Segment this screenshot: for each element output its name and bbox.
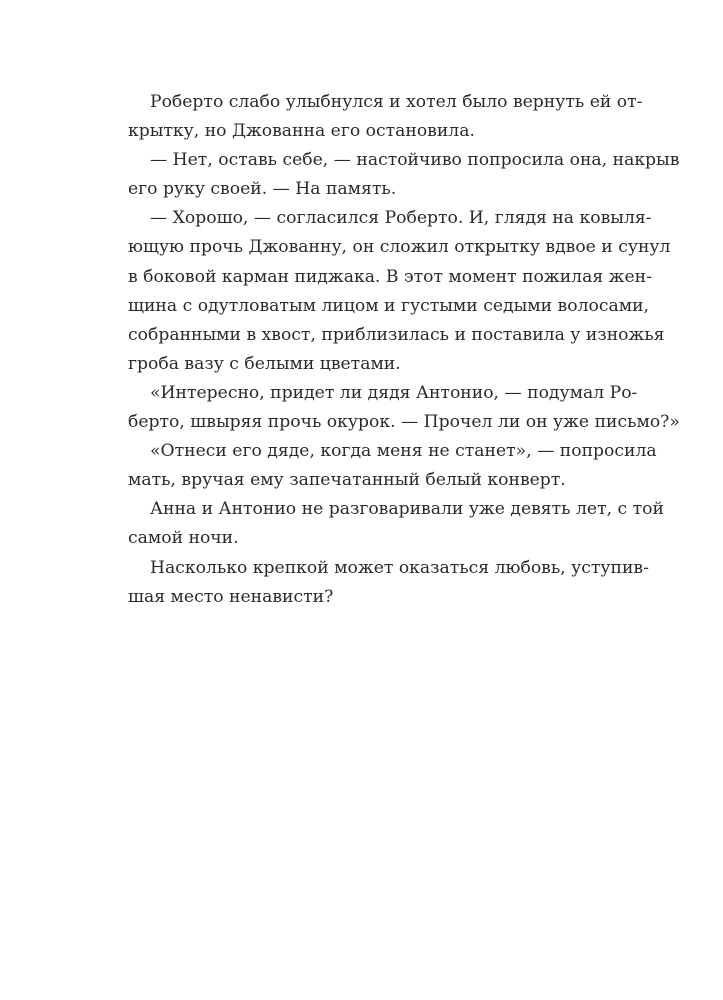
text-line: в боковой карман пиджака. В этот момент пожилая жен- bbox=[128, 266, 652, 287]
text-line: крытку, но Джованна его остановила. bbox=[128, 121, 475, 142]
text-line: «Интересно, придет ли дядя Антонио, — подумал Ро- bbox=[150, 382, 638, 403]
text-line: шая место ненависти? bbox=[128, 586, 334, 607]
text-line: — Нет, оставь себе, — настойчиво попросила она, накрыв bbox=[150, 150, 680, 171]
body-text bbox=[128, 88, 680, 612]
text-line: щина с одутловатым лицом и густыми седыми волосами, bbox=[128, 295, 649, 316]
text-line: Роберто слабо улыбнулся и хотел было вернуть ей от- bbox=[150, 92, 643, 112]
text-line: Насколько крепкой может оказаться любовь, уступив- bbox=[150, 557, 649, 578]
text-line: собранными в хвост, приблизилась и поставила у изножья bbox=[128, 324, 665, 345]
text-line: ющую прочь Джованну, он сложил открытку вдвое и сунул bbox=[128, 237, 671, 258]
text-line: гроба вазу с белыми цветами. bbox=[128, 353, 401, 374]
text-line: Анна и Антонио не разговаривали уже девять лет, с той bbox=[150, 499, 664, 520]
text-line: самой ночи. bbox=[128, 528, 239, 549]
text-line: его руку своей. — На память. bbox=[128, 179, 397, 200]
text-line: «Отнеси его дяде, когда меня не станет», — попросила bbox=[150, 441, 657, 462]
text-line: мать, вручая ему запечатанный белый конверт. bbox=[128, 470, 566, 491]
text-line: берто, швыряя прочь окурок. — Прочел ли он уже письмо?» bbox=[128, 412, 680, 433]
text-line: — Хорошо, — согласился Роберто. И, глядя на ковыля- bbox=[150, 208, 652, 229]
